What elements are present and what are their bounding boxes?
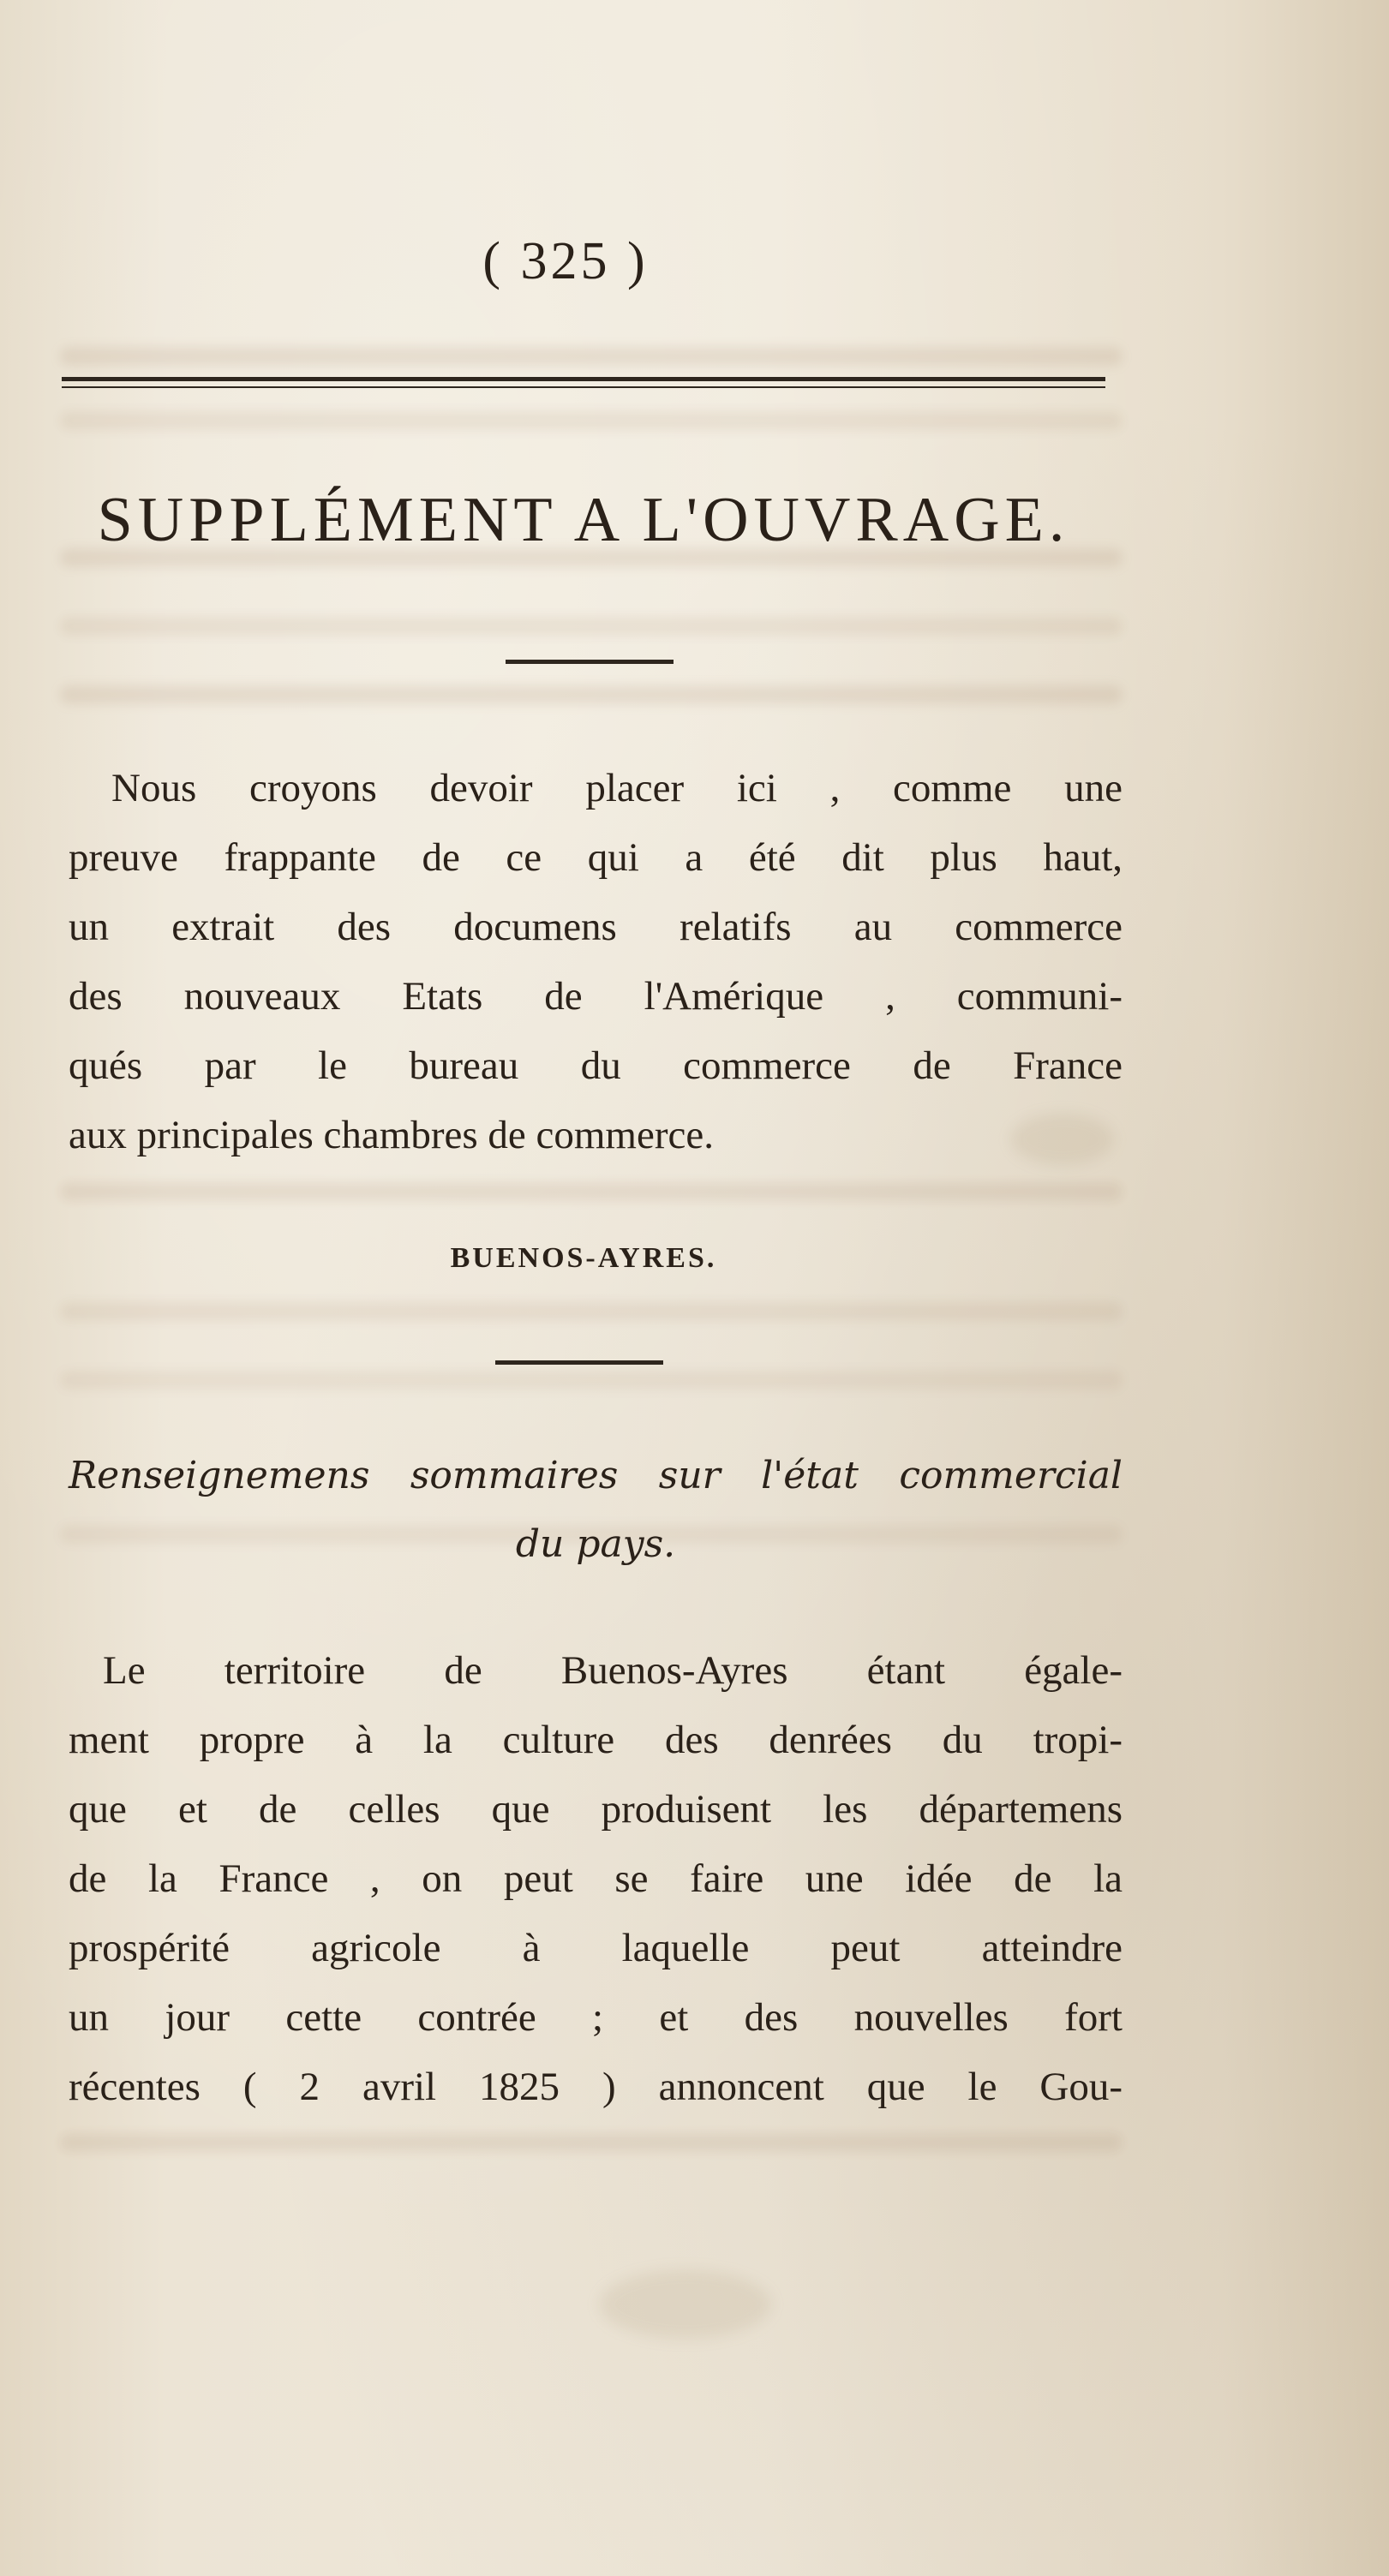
paragraph-line: aux principales chambres de commerce. xyxy=(69,1113,714,1157)
bleed-through xyxy=(60,411,1123,430)
paragraph-line: prospérité agricole à laquelle peut atteindre xyxy=(69,1926,1123,1970)
bleed-through xyxy=(60,1302,1123,1321)
paragraph-line: des nouveaux Etats de l'Amérique , communi- xyxy=(69,974,1123,1019)
paragraph-line: que et de celles que produisent les départemens xyxy=(69,1787,1123,1832)
page-number: ( 325 ) xyxy=(482,232,649,290)
bleed-through xyxy=(60,685,1123,704)
paper-stain xyxy=(600,2270,771,2339)
paragraph-line: un jour cette contrée ; et des nouvelles fort xyxy=(69,1995,1123,2040)
paragraph-line: Nous croyons devoir placer ici , comme une xyxy=(111,766,1123,810)
paragraph-line: preuve frappante de ce qui a été dit plus haut, xyxy=(69,835,1123,880)
divider-rule xyxy=(506,660,674,664)
intro-paragraph xyxy=(69,754,1123,1170)
subheading-line: Renseignemens sommaires sur l'état commercial xyxy=(69,1454,1123,1497)
subheading-line: du pays. xyxy=(515,1522,676,1566)
paragraph-line: Le territoire de Buenos-Ayres étant égale- xyxy=(103,1648,1123,1693)
paragraph-line: ment propre à la culture des denrées du tropi- xyxy=(69,1718,1123,1762)
page-title: SUPPLÉMENT A L'OUVRAGE. xyxy=(97,485,1070,555)
bleed-through xyxy=(60,2133,1123,2152)
paragraph-line: un extrait des documens relatifs au commerce xyxy=(69,905,1123,949)
bleed-through xyxy=(60,347,1123,366)
bleed-through xyxy=(60,617,1123,636)
section-title: BUENOS-AYRES. xyxy=(450,1242,717,1274)
double-rule xyxy=(62,377,1105,388)
divider-rule xyxy=(495,1360,663,1365)
bleed-through xyxy=(60,1371,1123,1390)
paragraph-line: qués par le bureau du commerce de France xyxy=(69,1043,1123,1088)
bleed-through xyxy=(60,1182,1123,1201)
subheading xyxy=(69,1442,1123,1579)
body-paragraph xyxy=(69,1636,1123,2122)
paragraph-line: récentes ( 2 avril 1825 ) annoncent que le Gou- xyxy=(69,2065,1123,2109)
paragraph-line: de la France , on peut se faire une idée de la xyxy=(69,1856,1123,1901)
